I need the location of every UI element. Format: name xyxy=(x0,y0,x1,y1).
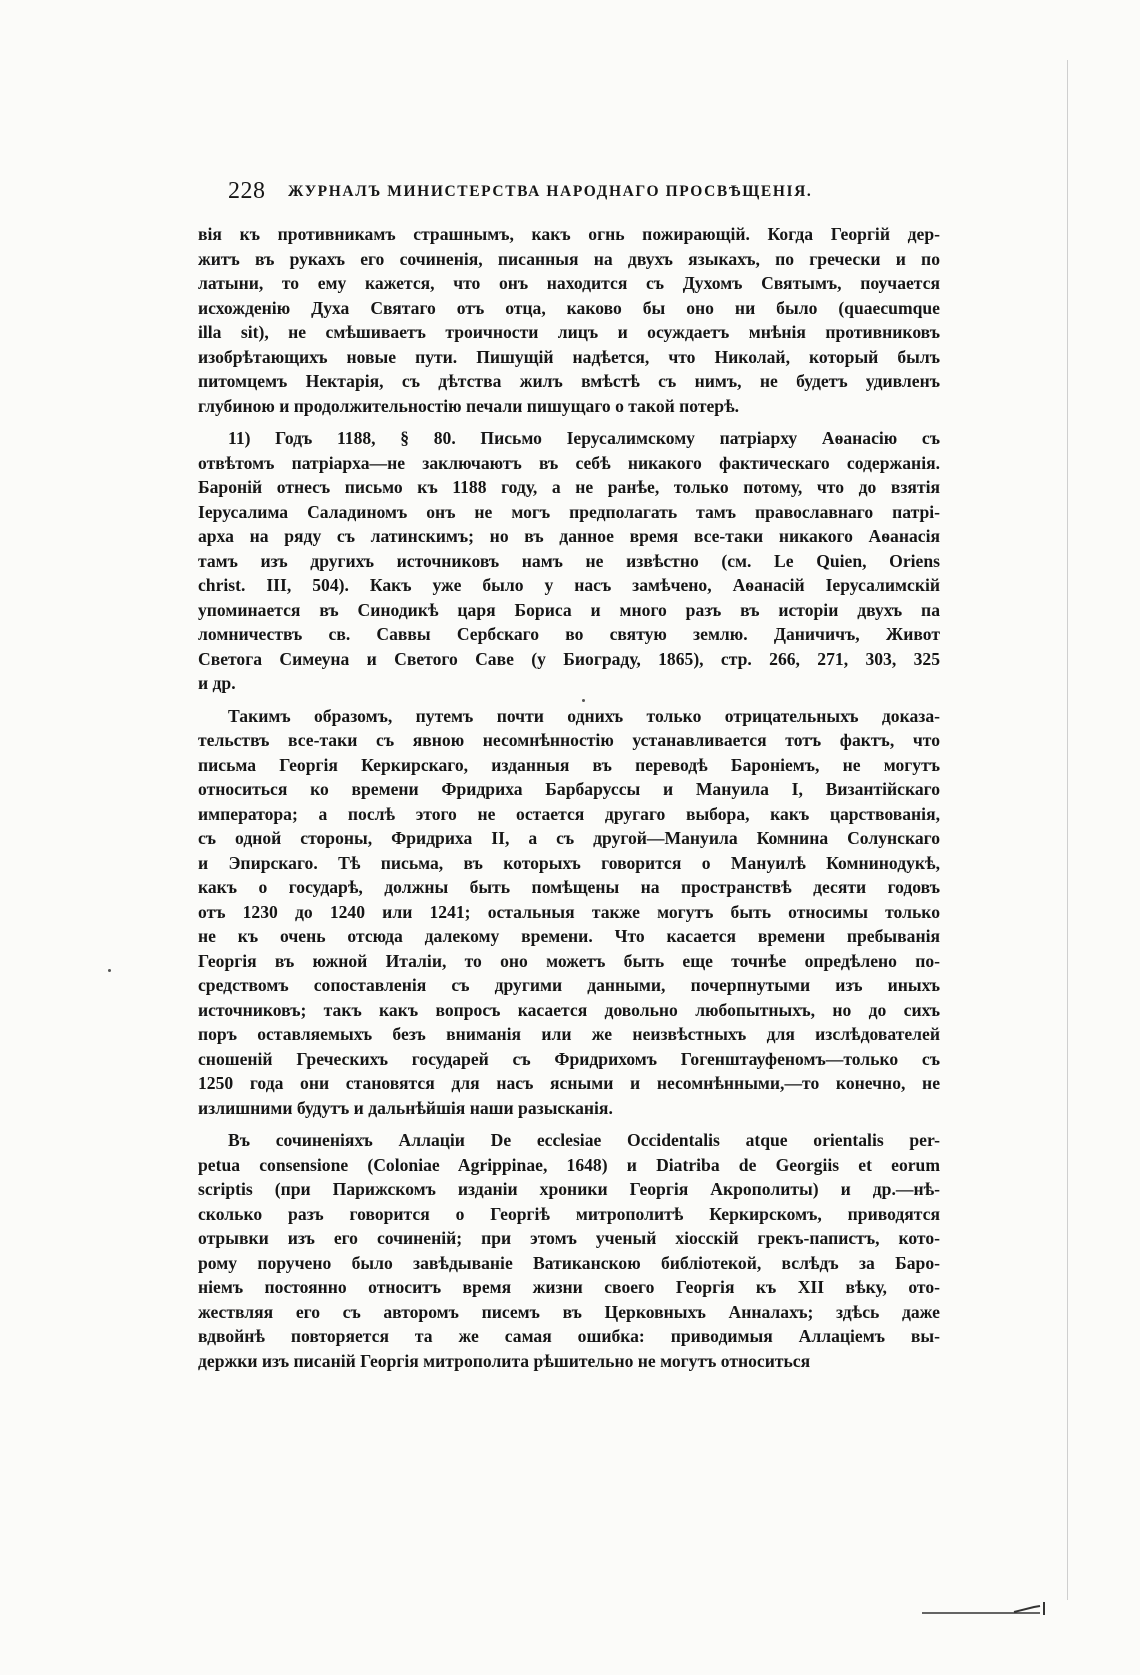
text-line: Іерусалима Саладиномъ онъ не могъ предполагать тамъ православнаго патрі- xyxy=(198,501,940,522)
text-line: жествляя его съ авторомъ писемъ въ Церковныхъ Анналахъ; здѣсь даже xyxy=(198,1301,940,1322)
text-line: житъ въ рукахъ его сочиненія, писанныя на двухъ языкахъ, по гречески и по xyxy=(198,248,940,269)
text-line: не къ очень отсюда далекому времени. Что касается времени пребыванія xyxy=(198,926,940,946)
text-line: отъ 1230 до 1240 или 1241; остальныя также могутъ быть относимы только xyxy=(198,901,940,922)
text-line: источниковъ; такъ какъ вопросъ касается довольно любопытныхъ, но до сихъ xyxy=(198,999,940,1020)
running-head: ЖУРНАЛЪ МИНИСТЕРСТВА НАРОДНАГО ПРОСВѢЩЕНІЯ. xyxy=(288,183,813,200)
text-line: сколько разъ говорится о Георгіѣ митрополитѣ Керкирскомъ, приводятся xyxy=(198,1203,940,1224)
text-line: отвѣтомъ патріарха—не заключаютъ въ себѣ никакого фактическаго содержанія. xyxy=(198,452,940,473)
scan-speck xyxy=(108,969,111,972)
catchword-mark xyxy=(922,1600,1052,1616)
text-line: сношеній Греческихъ государей съ Фридрихомъ Гогенштауфеномъ—только съ xyxy=(198,1048,940,1069)
text-line: Такимъ образомъ, путемъ почти однихъ только отрицательныхъ доказа- xyxy=(228,705,940,726)
text-line: и др. xyxy=(198,673,236,693)
text-line: Бароній отнесъ письмо къ 1188 году, а не ранѣе, только потому, что до взятія xyxy=(198,477,940,497)
paragraph xyxy=(198,426,940,696)
text-line: упоминается въ Синодикѣ царя Бориса и много разъ въ исторіи двухъ па xyxy=(198,599,940,620)
text-line: Георгія въ южной Италіи, то оно можетъ быть еще точнѣе опредѣлено по- xyxy=(198,950,940,971)
text-line: средствомъ сопоставленія съ другими данными, почерпнутыми изъ иныхъ xyxy=(198,975,940,995)
body-text xyxy=(198,222,940,1373)
text-line: латыни, то ему кажется, что онъ находится съ Духомъ Святымъ, поучается xyxy=(198,273,940,293)
text-line: petua consensione (Coloniae Agrippinae, 1648) и Diatriba de Georgiis et eorum xyxy=(198,1154,940,1175)
text-line: питомцемъ Нектарія, съ дѣтства жилъ вмѣстѣ съ нимъ, не будетъ удивленъ xyxy=(198,371,940,391)
text-line: вія къ противникамъ страшнымъ, какъ огнь пожирающій. Когда Георгій дер- xyxy=(198,224,940,244)
text-line: какъ о государѣ, должны быть помѣщены на пространствѣ десяти годовъ xyxy=(198,877,940,897)
paragraph xyxy=(198,222,940,418)
text-line: изобрѣтающихъ новые пути. Пишущій надѣется, что Николай, который былъ xyxy=(198,346,940,367)
paragraph xyxy=(198,1128,940,1373)
text-line: императора; а послѣ этого не остается другаго выбора, какъ царствованія, xyxy=(198,803,940,824)
text-line: ломничествъ св. Саввы Сербскаго во святую землю. Даничичъ, Живот xyxy=(198,624,940,644)
text-line: относиться ко времени Фридриха Барбаруссы и Мануила I, Византійскаго xyxy=(198,779,940,799)
paragraph xyxy=(198,704,940,1121)
text-line: съ одной стороны, Фридриха II, а съ другой—Мануила Комнина Солунскаго xyxy=(198,828,940,848)
text-line: письма Георгія Керкирскаго, изданныя въ переводѣ Бароніемъ, не могутъ xyxy=(198,754,940,775)
text-line: исхожденію Духа Святаго отъ отца, каково бы оно ни было (quaecumque xyxy=(198,297,940,318)
text-line: christ. III, 504). Какъ уже было у насъ замѣчено, Аѳанасій Іерусалимскій xyxy=(198,575,940,595)
text-line: отрывки изъ его сочиненій; при этомъ ученый хіосскій грекъ-папистъ, кото- xyxy=(198,1228,940,1248)
text-line: Светога Симеуна и Светого Саве (у Биограду, 1865), стр. 266, 271, 303, 325 xyxy=(198,648,940,669)
text-line: scriptis (при Парижскомъ изданіи хроники Георгія Акрополиты) и др.—нѣ- xyxy=(198,1179,940,1199)
text-line: поръ оставляемыхъ безъ вниманія или же неизвѣстныхъ для изслѣдователей xyxy=(198,1024,940,1044)
text-line: тамъ изъ другихъ источниковъ намъ не извѣстно (см. Le Quien, Oriens xyxy=(198,550,940,571)
page-number: 228 xyxy=(228,178,266,204)
text-line: рому поручено было завѣдываніе Ватиканскою библіотекой, вслѣдъ за Баро- xyxy=(198,1252,940,1273)
text-line: держки изъ писаній Георгія митрополита рѣшительно не могутъ относиться xyxy=(198,1350,811,1371)
text-line: глубиною и продолжительностію печали пишущаго о такой потерѣ. xyxy=(198,395,740,416)
text-line: illa sit), не смѣшиваетъ троичности лицъ и осуждаетъ мнѣнія противниковъ xyxy=(198,322,940,342)
page-edge-line xyxy=(1067,60,1068,1600)
text-line: вдвойнѣ повторяется та же самая ошибка: приводимыя Аллаціемъ вы- xyxy=(198,1326,940,1346)
text-line: ніемъ постоянно относитъ время жизни своего Георгія къ XII вѣку, ото- xyxy=(198,1277,940,1297)
text-line: 1250 года они становятся для насъ ясными и несомнѣнными,—то конечно, не xyxy=(198,1073,940,1093)
text-line: арха на ряду съ латинскимъ; но въ данное время все-таки никакого Аѳанасія xyxy=(198,526,940,546)
text-line: Въ сочиненіяхъ Аллаціи De ecclesiae Occidentalis atque orientalis per- xyxy=(228,1130,940,1150)
text-line: и Эпирскаго. Тѣ письма, въ которыхъ говорится о Мануилѣ Комнинодукѣ, xyxy=(198,852,940,873)
text-line: излишними будутъ и дальнѣйшія наши разысканія. xyxy=(198,1097,613,1118)
page-header xyxy=(228,178,948,208)
text-line: тельствъ все-таки съ явною несомнѣнностію устанавливается тотъ фактъ, что xyxy=(198,730,940,750)
text-line: 11) Годъ 1188, § 80. Письмо Іерусалимскому патріарху Аѳанасію съ xyxy=(228,428,940,448)
